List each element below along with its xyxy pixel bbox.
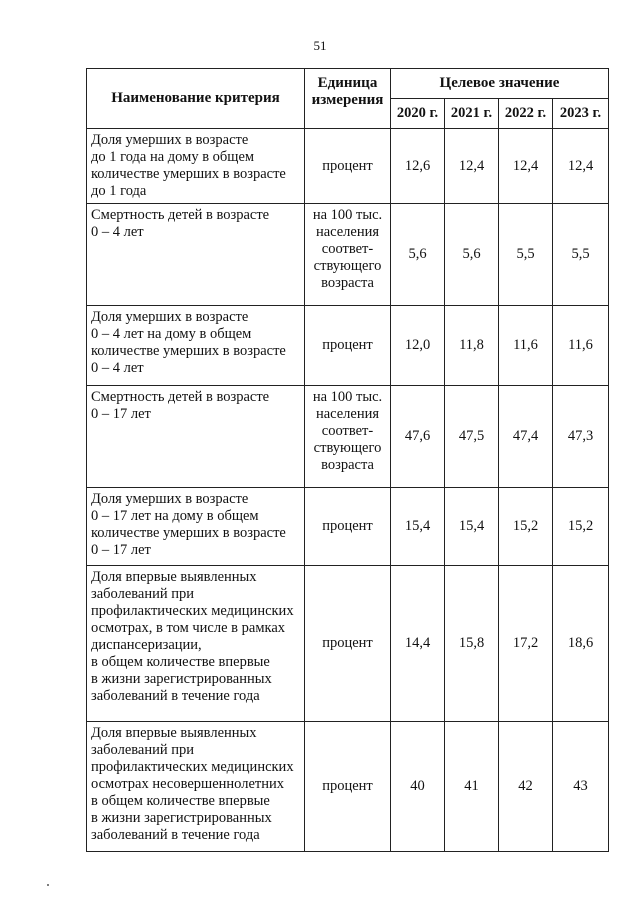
criterion-name-line: в общем количестве впервые [91,654,270,670]
criterion-name-line: в общем количестве впервые [91,793,270,809]
header-year-2022: 2022 г. [499,99,553,129]
value-2023: 11,6 [553,306,609,386]
criterion-name-line: Смертность детей в возрасте [91,207,270,223]
header-criterion-name: Наименование критерия [87,69,305,129]
table-row [87,204,609,306]
header-year-2020: 2020 г. [391,99,445,129]
value-2023: 12,4 [553,129,609,204]
value-2023: 47,3 [553,386,609,488]
table-row [87,488,609,566]
unit-line: на 100 тыс. [312,389,383,405]
criterion-name-line: Доля умерших в возрасте [91,491,249,507]
criterion-name-line: до 1 года на дому в общем [91,149,255,165]
value-2021: 41 [445,722,499,852]
criterion-name-line: осмотрах несовершеннолетних [91,776,285,792]
criterion-name-line: до 1 года [91,183,147,199]
unit-cell [305,129,391,204]
criterion-name [87,129,305,204]
scan-dot [47,884,49,886]
value-2021: 47,5 [445,386,499,488]
table-row [87,386,609,488]
header-unit-line: измерения [311,92,384,108]
value-2023: 18,6 [553,566,609,722]
table-row [87,722,609,852]
criterion-name-line: заболеваний в течение года [91,688,260,704]
value-2023: 5,5 [553,204,609,306]
criterion-name-line: профилактических медицинских [91,759,294,775]
criterion-name-line: заболеваний в течение года [91,827,260,843]
value-2023: 15,2 [553,488,609,566]
page-number: 51 [313,38,327,53]
criterion-name-line: заболеваний при [91,586,195,602]
criterion-name [87,204,305,306]
value-2022: 17,2 [499,566,553,722]
value-2020: 47,6 [391,386,445,488]
criterion-name-line: профилактических медицинских [91,603,294,619]
criterion-name-line: Доля умерших в возрасте [91,309,249,325]
criterion-name-line: Смертность детей в возрасте [91,389,270,405]
criterion-name-line: количестве умерших в возрасте [91,166,286,182]
unit-line: на 100 тыс. [312,207,383,223]
criterion-name-line: в жизни зарегистрированных [91,671,272,687]
value-2023: 43 [553,722,609,852]
criterion-name [87,722,305,852]
criterion-name-line: 0 – 4 лет [91,360,144,376]
criterion-name-line: количестве умерших в возрасте [91,343,286,359]
header-target-value: Целевое значение [391,69,609,99]
value-2022: 42 [499,722,553,852]
value-2020: 12,6 [391,129,445,204]
criterion-name-line: заболеваний при [91,742,195,758]
unit-line: процент [322,157,373,174]
criterion-name [87,306,305,386]
value-2021: 15,4 [445,488,499,566]
unit-line: процент [322,337,373,353]
unit-line: соответ- [321,423,374,439]
unit-line: населения [315,406,380,422]
value-2021: 15,8 [445,566,499,722]
table-row [87,129,609,204]
unit-line: населения [315,224,380,240]
unit-cell [305,566,391,722]
criterion-name [87,386,305,488]
criterion-name-line: 0 – 4 лет на дому в общем [91,326,252,342]
value-2020: 5,6 [391,204,445,306]
criterion-name-line: диспансеризации, [91,637,202,653]
value-2022: 5,5 [499,204,553,306]
unit-line: ствующего [313,258,382,274]
unit-cell [305,306,391,386]
criterion-name-line: 0 – 4 лет [91,224,144,240]
criterion-name-line: в жизни зарегистрированных [91,810,272,826]
unit-cell [305,386,391,488]
table-row [87,566,609,722]
unit-line: ствующего [313,440,382,456]
value-2020: 15,4 [391,488,445,566]
criterion-name [87,566,305,722]
criterion-name [87,488,305,566]
unit-line: соответ- [321,241,374,257]
criterion-name-line: 0 – 17 лет [91,542,151,558]
unit-line: процент [322,635,373,651]
unit-line: возраста [321,275,374,291]
criterion-name-line: 0 – 17 лет [91,406,151,422]
criterion-name-line: Доля впервые выявленных [91,569,257,585]
value-2021: 12,4 [445,129,499,204]
criterion-name-line: количестве умерших в возрасте [91,525,286,541]
criterion-name-line: осмотрах, в том числе в рамках [91,620,286,636]
unit-line: процент [322,778,373,794]
value-2022: 12,4 [499,129,553,204]
value-2022: 47,4 [499,386,553,488]
unit-line: процент [322,518,373,534]
criterion-name-line: Доля умерших в возрасте [91,132,249,148]
header-year-2023: 2023 г. [553,99,609,129]
unit-cell [305,204,391,306]
value-2020: 14,4 [391,566,445,722]
value-2022: 15,2 [499,488,553,566]
header-unit [305,69,391,129]
value-2021: 5,6 [445,204,499,306]
criteria-table [86,68,609,852]
value-2022: 11,6 [499,306,553,386]
unit-line: возраста [321,457,374,473]
value-2021: 11,8 [445,306,499,386]
criterion-name-line: 0 – 17 лет на дому в общем [91,508,259,524]
header-year-2021: 2021 г. [445,99,499,129]
unit-cell [305,722,391,852]
value-2020: 40 [391,722,445,852]
unit-cell [305,488,391,566]
criterion-name-line: Доля впервые выявленных [91,725,257,741]
header-unit-line: Единица [317,75,378,91]
table-row [87,306,609,386]
value-2020: 12,0 [391,306,445,386]
